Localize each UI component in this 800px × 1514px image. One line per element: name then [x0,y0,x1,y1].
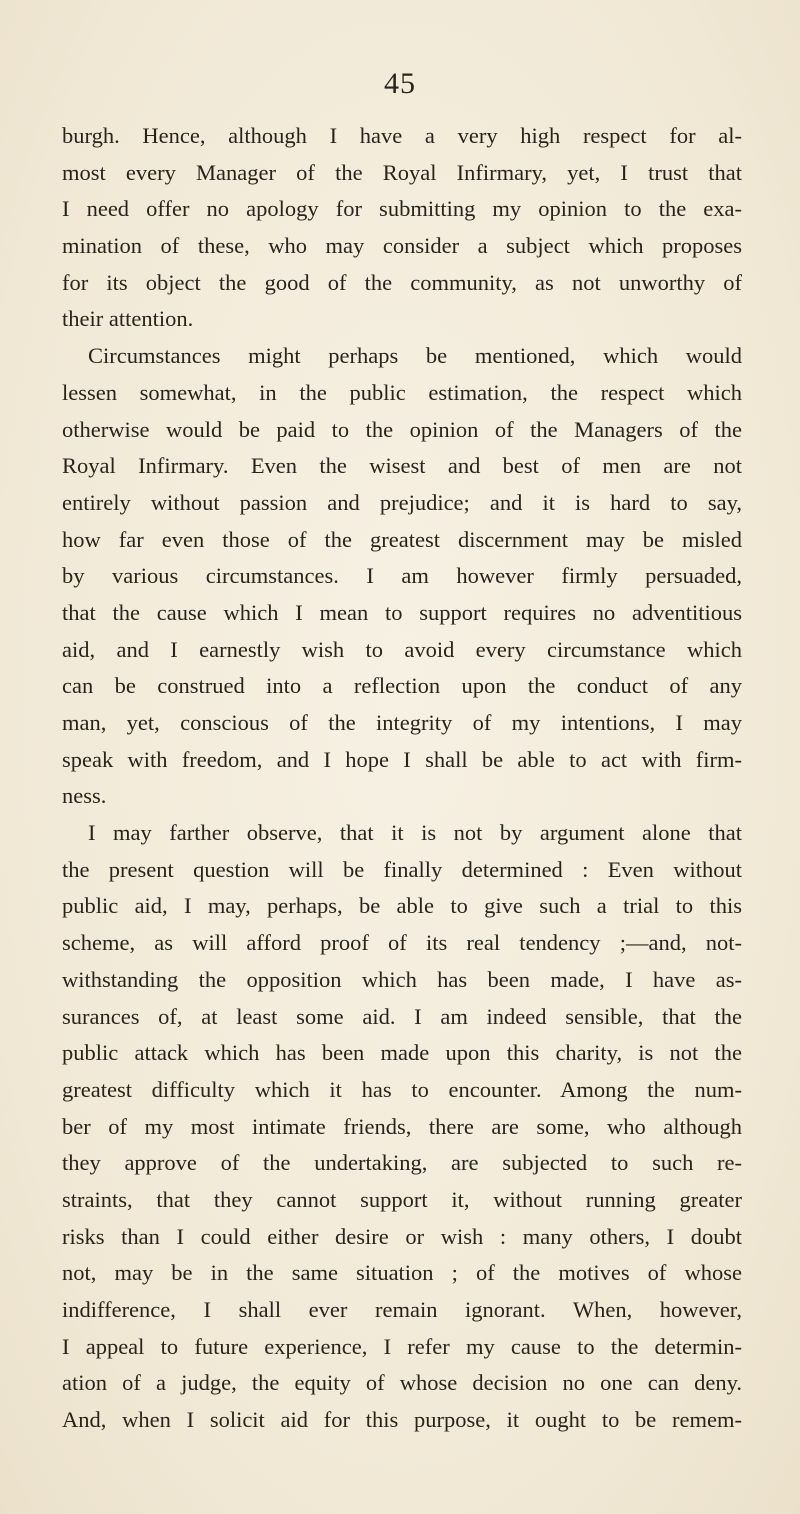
text-line: scheme, as will afford proof of its real tendency ;—and, not- [62,930,742,956]
text-line: aid, and I earnestly wish to avoid every circumstance which [62,636,742,662]
text-line: surances of, at least some aid. I am indeed sensible, that the [62,1003,742,1029]
text-line: can be construed into a reflection upon the conduct of any [62,673,742,699]
text-line: public aid, I may, perhaps, be able to give such a trial to this [62,893,742,919]
text-line: Circumstances might perhaps be mentioned, which would [88,343,742,369]
text-line: risks than I could either desire or wish : many others, I doubt [62,1223,742,1249]
text-line: I appeal to future experience, I refer my cause to the determin- [62,1333,742,1359]
text-line: for its object the good of the community, as not unworthy of [62,269,742,295]
page-number: 45 [384,67,416,100]
text-line: their attention. [62,306,194,332]
text-line: mination of these, who may consider a subject which proposes [62,233,742,259]
text-line: man, yet, conscious of the integrity of my intentions, I may [62,710,742,735]
text-line: And, when I solicit aid for this purpose, it ought to be remem- [62,1407,742,1433]
text-line: that the cause which I mean to support requires no adventitious [62,599,742,625]
text-line: ness. [62,783,107,809]
text-line: I need offer no apology for submitting my opinion to the exa- [62,196,742,222]
text-line: most every Manager of the Royal Infirmary, yet, I trust that [62,159,742,185]
text-line: not, may be in the same situation ; of the motives of whose [62,1260,742,1286]
text-line: public attack which has been made upon this charity, is not the [62,1040,742,1066]
text-line: the present question will be finally determined : Even without [62,856,742,882]
text-line: ation of a judge, the equity of whose decision no one can deny. [62,1370,742,1396]
body-text [62,118,742,1439]
text-line: ber of my most intimate friends, there are some, who although [62,1113,742,1139]
text-line: by various circumstances. I am however firmly persuaded, [62,563,742,589]
text-line: straints, that they cannot support it, without running greater [62,1186,742,1212]
text-line: how far even those of the greatest discernment may be misled [62,526,742,552]
text-line: lessen somewhat, in the public estimation, the respect which [62,379,742,405]
text-line: speak with freedom, and I hope I shall be able to act with firm- [62,746,742,772]
text-line: otherwise would be paid to the opinion of the Managers of the [62,416,742,442]
text-line: they approve of the undertaking, are subjected to such re- [62,1150,742,1176]
text-line: Royal Infirmary. Even the wisest and best of men are not [62,453,742,479]
text-line: burgh. Hence, although I have a very high respect for al- [62,123,742,148]
text-line: withstanding the opposition which has been made, I have as- [62,966,742,992]
text-line: I may farther observe, that it is not by argument alone that [88,820,742,846]
text-line: indifference, I shall ever remain ignorant. When, however, [62,1297,742,1322]
text-line: greatest difficulty which it has to encounter. Among the num- [62,1076,742,1102]
text-line: entirely without passion and prejudice; and it is hard to say, [62,489,742,515]
